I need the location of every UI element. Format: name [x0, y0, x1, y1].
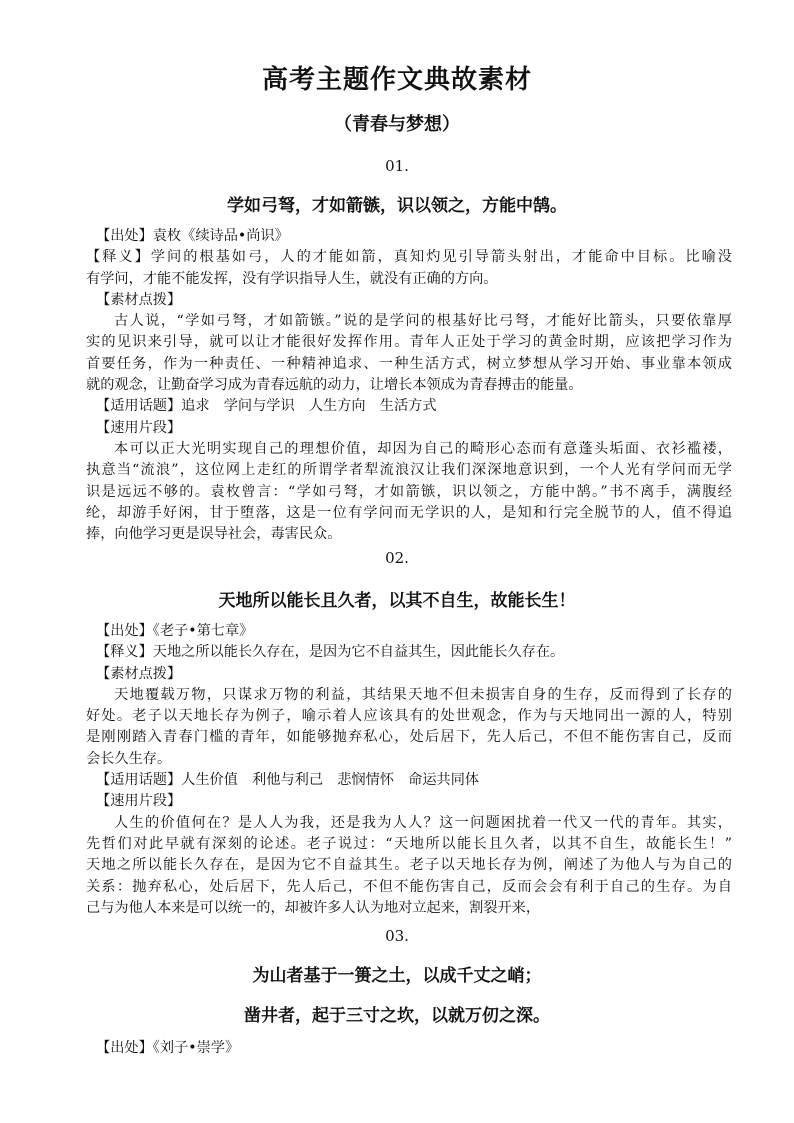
page-title: 高考主题作文典故素材: [261, 65, 532, 95]
paragraph-line: 天地之所以能长久存在，是因为它不自益其生。老子以天地长存为例，阐述了为他人与为自己的: [86, 857, 732, 874]
topics-line: 【适用话题】追求 学问与学识 人生方向 生活方式: [96, 398, 437, 415]
heading-line: 【素材点拨】: [96, 291, 182, 308]
paragraph-line: 实的见识来引导，就可以让才能很好发挥作用。青年人正处于学习的黄金时期，应该把学习作为: [86, 334, 732, 351]
paragraph-line: 古人说，“学如弓弩，才如箭镞。”说的是学问的根基好比弓弩，才能好比箭头，只要依靠厚: [114, 313, 732, 330]
heading-line: 【速用片段】: [96, 793, 182, 810]
section-body: [86, 1038, 732, 1059]
paragraph-line: 是刚刚踏入青春门槛的青年，如能够抛弃私心，处后居下，先人后己，不但不能伤害自己，反而: [86, 729, 732, 746]
section-quote: 为山者基于一篑之土，以成千丈之峭；: [252, 966, 542, 986]
source-line: 【出处】袁枚《续诗品•尚识》: [96, 228, 289, 244]
paragraph-line: 纶，却游手好闲，甘于堕落，这是一位有学问而无学识的人，是知和行完全脱节的人，值不得追: [86, 504, 732, 521]
section-body: [86, 226, 732, 545]
paragraph-line: 关系：抛弃私心，处后居下，先人后己，不但不能伤害自己，反而会会有利于自己的生存。为自: [86, 878, 732, 895]
section-quote: 学如弓弩，才如箭镞，识以领之，方能中鹄。: [227, 196, 567, 216]
topics-line: 【适用话题】人生价值 利他与利己 悲悯情怀 命运共同体: [96, 772, 480, 789]
source-line: 【出处】《刘子•崇学》: [96, 1040, 240, 1056]
paragraph-line: 人生的价值何在？是人人为我，还是我为人人？这一问题困扰着一代又一代的青年。其实，: [114, 814, 732, 831]
paragraph-line: 会长久生存。: [86, 750, 172, 767]
page-subtitle: （青春与梦想）: [334, 114, 460, 135]
paragraph-line: 捧，向他学习更是误导社会，毒害民众。: [86, 526, 342, 543]
paragraph-line: 好处。老子以天地长存为例子，喻示着人应该具有的处世观念，作为与天地同出一源的人，特别: [86, 708, 732, 725]
section-number: 01.: [385, 157, 409, 175]
paragraph-line: 识是远远不够的。袁枚曾言：“学如弓弩，才如箭镞，识以领之，方能中鹄。”书不离手，满腹经: [86, 483, 732, 500]
paragraph-line: 先哲们对此早就有深刻的论述。老子说过：“天地所以能长且久者，以其不自生，故能长生！”: [86, 835, 732, 852]
meaning-line: 有学问，才能不能发挥，没有学识指导人生，就没有正确的方向。: [86, 270, 498, 287]
heading-line: 【速用片段】: [96, 419, 182, 436]
paragraph-line: 天地覆载万物，只谋求万物的利益，其结果天地不但未损害自身的生存，反而得到了长存的: [114, 686, 732, 703]
paragraph-line: 就的观念，让勤奋学习成为青春远航的动力，让增长本领成为青春搏击的能量。: [86, 377, 583, 394]
meaning-line: 【释义】天地之所以能长久存在，是因为它不自益其生，因此能长久存在。: [96, 644, 565, 661]
paragraph-line: 执意当“流浪”，这位网上走红的所谓学者犁流浪汉让我们深深地意识到，一个人光有学问而无学: [86, 462, 732, 479]
source-line: 【出处】《老子•第七章》: [96, 623, 254, 639]
section-quote: 天地所以能长且久者，以其不自生，故能长生！: [218, 591, 576, 611]
section-number: 02.: [385, 549, 409, 567]
paragraph-line: 本可以正大光明实现自己的理想价值，却因为自己的畸形心态而有意蓬头垢面、衣衫褴褛，: [114, 440, 732, 457]
heading-line: 【素材点拨】: [96, 665, 182, 682]
meaning-line: 【释义】学问的根基如弓，人的才能如箭，真知灼见引导箭头射出，才能命中目标。比喻没: [86, 249, 732, 266]
section-number: 03.: [385, 927, 409, 945]
section-quote: 凿井者，起于三寸之坎，以就万仞之深。: [244, 1006, 550, 1026]
section-body: [86, 621, 732, 919]
paragraph-line: 首要任务，作为一种责任、一种精神追求、一种生活方式，树立梦想从学习开始、事业靠本领成: [86, 355, 732, 372]
paragraph-line: 己与为他人本来是可以统一的，却被许多人认为地对立起来，割裂开来，: [86, 899, 541, 916]
